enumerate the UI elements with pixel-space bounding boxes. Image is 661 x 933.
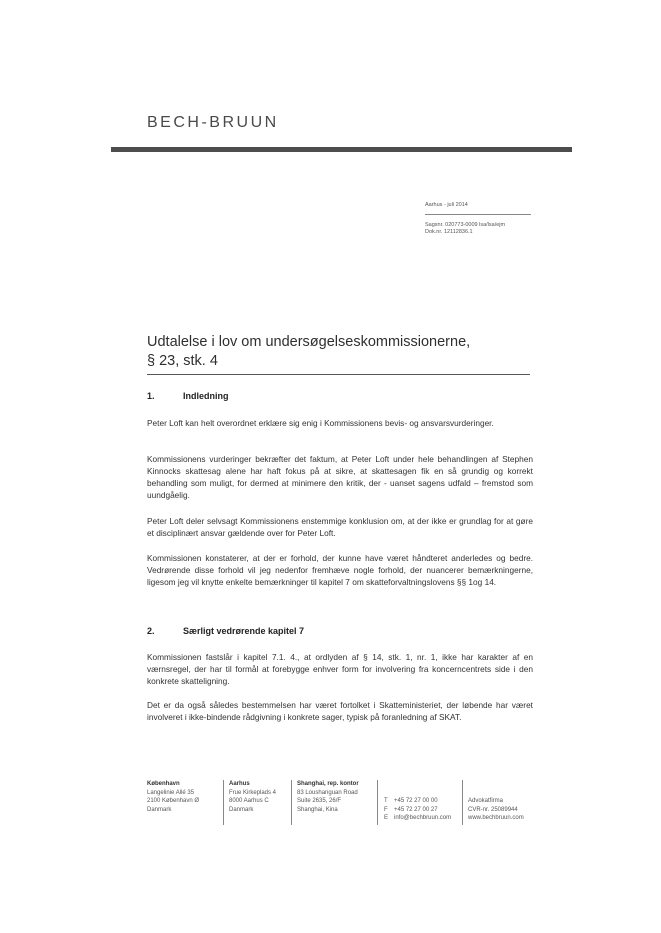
office-address-line: Shanghai, Kina [297,806,338,813]
title-line-2: § 23, stk. 4 [147,353,218,369]
footer-divider [462,780,463,825]
phone-line [384,797,451,806]
office-kobenhavn [147,780,199,814]
office-address-line: 8000 Aarhus C [229,798,269,804]
cvr-number: CVR-nr. 25089944 [468,806,518,813]
office-address-line: Frue Kirkeplads 4 [229,789,277,796]
paragraph: Det er da også således bestemmelsen har været fortolket i Skatteministeriet, der løbende har været involveret i ikke-bindende rådgivning i konkrete sager, typisk på foranledning af SKAT. [147,700,533,722]
title-divider [147,374,530,375]
office-name: København [147,781,180,787]
section-title: Særligt vedrørende kapitel 7 [183,626,305,636]
company-logo: BECH-BRUUN [147,114,279,131]
email-line [384,814,451,823]
office-address-line: 2100 København Ø [147,798,200,804]
document-references [425,222,505,236]
footer-divider [377,780,378,825]
firm-type: Advokatfirma [468,798,504,804]
paragraph: Peter Loft kan helt overordnet erklære sig enig i Kommissionens bevis- og ansvarsvurderinger. [147,418,494,428]
fax-number: +45 72 27 00 27 [394,806,438,813]
firm-info [468,797,524,823]
document-number: Dok.nr. 12112836.1 [425,229,473,235]
office-address-line: Danmark [229,806,254,813]
contact-info [384,797,451,823]
website-link[interactable]: www.bechbruun.com [468,815,524,821]
document-date: Aarhus - juli 2014 [425,202,468,208]
section-title: Indledning [183,391,229,401]
office-address-line: Langelinie Allé 35 [147,789,195,796]
office-name: Shanghai, rep. kontor [297,781,359,787]
section-heading-indledning [147,391,229,401]
phone-number: +45 72 27 00 00 [394,798,438,804]
paragraph: Peter Loft deler selvsagt Kommissionens enstemmige konklusion om, at der ikke er grundlag for at gøre et disciplinært ansvar gældende over for Peter Loft. [147,516,533,538]
paragraph: Kommissionen fastslår i kapitel 7.1. 4., at ordlyden af § 14, stk. 1, nr. 1, ikke har karakter af en værnsregel, der har til formål at forebygge enhver form for involvering fra koncerncentrets side i den konkrete skatteligning. [147,652,533,686]
page-footer [0,780,661,830]
email-address[interactable]: info@bechbruun.com [394,815,452,821]
section-heading-kapitel-7 [147,626,304,636]
section-number: 1. [147,391,155,401]
office-address-line: Suite 2635, 26/F [297,798,342,804]
office-shanghai [297,780,359,814]
document-title [147,333,547,371]
section-number: 2. [147,626,155,636]
contact-label: F [384,806,388,813]
contact-label: T [384,798,388,804]
title-line-1: Udtalelse i lov om undersøgelseskommissionerne, [147,334,471,350]
fax-line [384,806,451,815]
office-aarhus [229,780,276,814]
footer-divider [291,780,292,825]
header-bar [111,147,572,152]
office-address-line: Danmark [147,806,172,813]
office-address-line: 83 Loushanguan Road [297,789,358,796]
contact-label: E [384,815,389,821]
case-number: Sagsnr. 020773-0009 lsa/lsa/ejm [425,222,506,228]
meta-divider [425,214,531,215]
footer-divider [223,780,224,825]
paragraph: Kommissionens vurderinger bekræfter det faktum, at Peter Loft under hele behandlingen af Stephen Kinnocks skattesag alene har haft fokus på at sikre, at skattesagen fik en så grundig og korrekt behandling som muligt, for dermed at minimere den kritik, der - uanset sagens udfald – fremstod som uundgåelig. [147,454,533,500]
office-name: Aarhus [229,781,250,787]
paragraph: Kommissionen konstaterer, at der er forhold, der kunne have været håndteret anderledes og bedre. Vedrørende disse forhold vil jeg nedenfor fremhæve nogle forhold, der nuancerer bemærkningerne, ligesom jeg vil knytte enkelte bemærkninger til kapitel 7 om skatteforvaltningslovens §§ 1og 14. [147,553,533,587]
